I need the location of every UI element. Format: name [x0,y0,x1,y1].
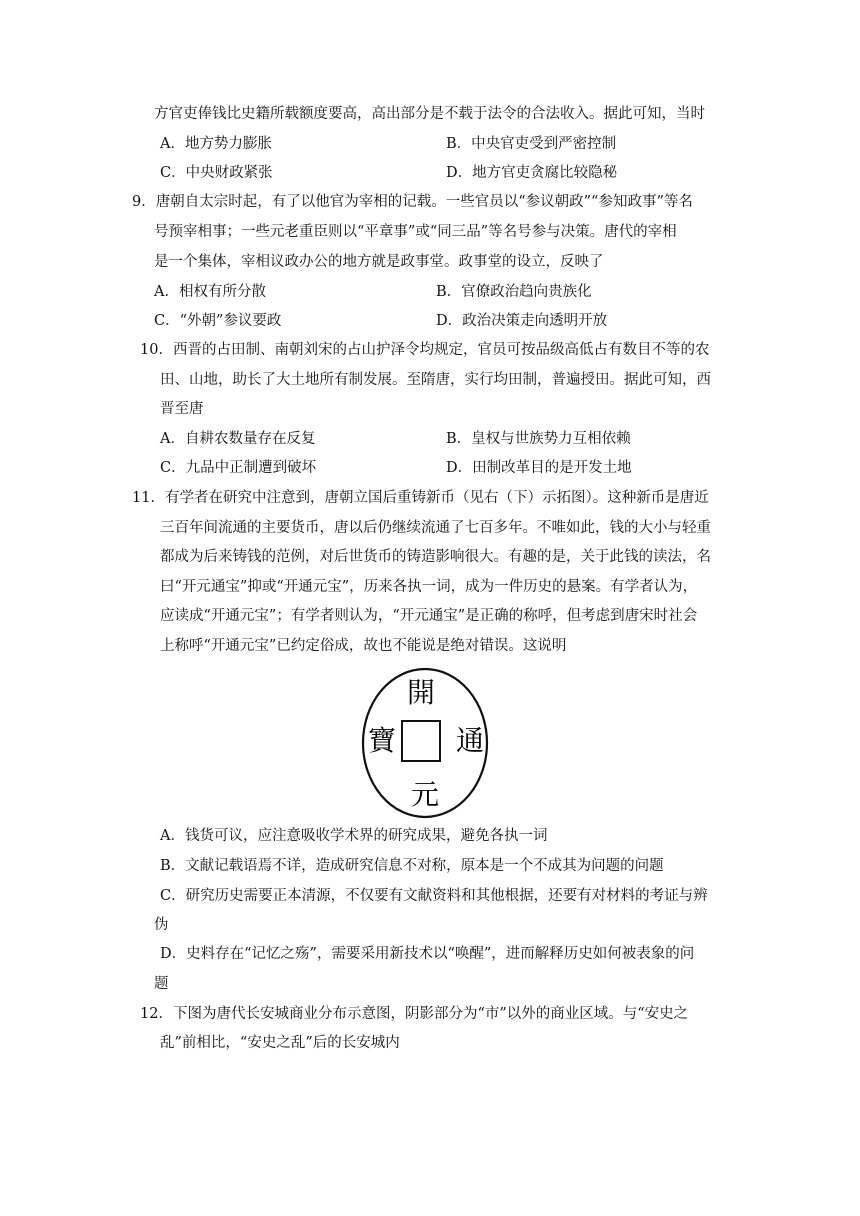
q9-option-c: C．“外朝”参议要政 [154,313,282,329]
q12-stem-line-2: 乱”前相比，“安史之乱”后的长安城内 [160,1035,400,1051]
q9-stem-line-3: 是一个集体，宰相议政办公的地方就是政事堂。政事堂的设立，反映了 [154,254,604,270]
q11-stem-line-5: 应读成“开通元宝”；有学者则认为，“开元通宝”是正确的称呼，但考虑到唐宋时社会 [160,608,698,624]
q9-option-b: B．官僚政治趋向贵族化 [436,284,592,300]
coin-square-hole [402,721,440,761]
coin-char-top: 開 [406,676,436,709]
q11-stem-line-4: 曰“开元通宝”抑或“开通元宝”，历来各执一词，成为一件历史的悬案。有学者认为， [160,579,698,595]
q10-option-c: C．九品中正制遭到破坏 [160,460,317,476]
q10-stem-line-1: 10．西晋的占田制、南朝刘宋的占山护泽令均规定，官员可按品级高低占有数目不等的农 [140,342,710,358]
q9-option-d: D．政治决策走向透明开放 [436,313,608,329]
q10-option-a: A．自耕农数量存在反复 [160,431,316,447]
q11-stem-line-2: 三百年间流通的主要货币，唐以后仍继续流通了七百多年。不唯如此，钱的大小与轻重 [160,520,711,536]
q9-option-a: A．相权有所分散 [154,284,266,300]
q11-option-d-line-1: D．史料存在“记忆之殇”，需要采用新技术以“唤醒”，进而解释历史如何被表象的问 [160,946,695,962]
q11-option-c-line-1: C．研究历史需要正本清源，不仅要有文献资料和其他根据，还要有对材料的考证与辨 [160,888,708,904]
coin-char-bottom: 元 [410,778,440,811]
q8-option-a: A．地方势力膨胀 [160,136,272,152]
q8-option-d: D．地方官吏贪腐比较隐秘 [446,165,618,181]
q11-option-d-line-2: 题 [154,976,169,992]
coin-char-left: 寶 [367,724,397,757]
q8-stem-line: 方官吏俸钱比史籍所载额度要高，高出部分是不载于法令的合法收入。据此可知，当时 [154,106,705,122]
q10-option-d: D．田制改革目的是开发土地 [446,460,632,476]
q9-stem-line-1: 9．唐朝自太宗时起，有了以他官为宰相的记载。一些官员以“参议朝政”“参知政事”等名 [132,194,693,210]
q11-stem-line-1: 11．有学者在研究中注意到，唐朝立国后重铸新币（见右（下）示拓图）。这种新币是唐近 [132,490,709,506]
q11-option-c-line-2: 伪 [154,917,169,933]
q10-option-b: B．皇权与世族势力互相依赖 [446,431,631,447]
q11-stem-line-6: 上称呼“开通元宝”已约定俗成，故也不能说是绝对错误。这说明 [160,638,567,654]
q11-option-a: A．钱货可议，应注意吸收学术界的研究成果，避免各执一词 [160,828,548,844]
q11-stem-line-3: 都成为后来铸钱的范例，对后世货币的铸造影响很大。有趣的是，关于此钱的读法，名 [160,549,711,565]
coin-char-right: 通 [455,724,485,757]
q10-stem-line-2: 田、山地，助长了大土地所有制发展。至隋唐，实行均田制，普遍授田。据此可知，西 [160,372,711,388]
coin-rubbing-image [360,666,490,820]
q11-option-b: B．文献记载语焉不详，造成研究信息不对称，原本是一个不成其为问题的问题 [160,858,664,874]
q10-stem-line-3: 晋至唐 [160,401,204,417]
q8-option-b: B．中央官吏受到严密控制 [446,136,617,152]
q12-stem-line-1: 12．下图为唐代长安城商业分布示意图，阴影部分为“市”以外的商业区域。与“安史之 [140,1006,689,1022]
q8-option-c: C．中央财政紧张 [160,165,273,181]
q9-stem-line-2: 号预宰相事；一些元老重臣则以“平章事”或“同三品”等名号参与决策。唐代的宰相 [154,224,677,240]
